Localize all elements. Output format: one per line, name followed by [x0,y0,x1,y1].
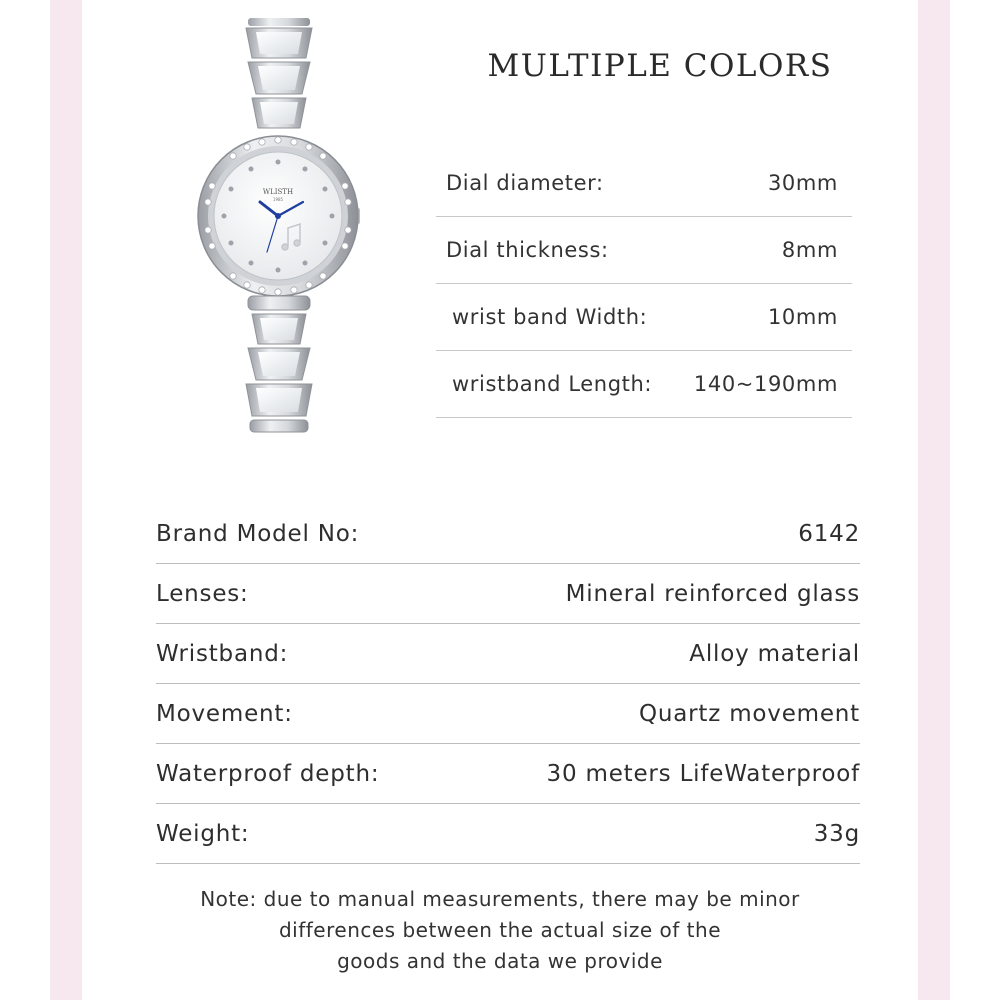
dimension-label: wrist band Width: [452,305,648,329]
spec-row [156,504,860,564]
dimension-row [436,351,852,418]
dimension-value: 30mm [767,171,838,195]
spec-value: Mineral reinforced glass [565,580,860,607]
right-decor-strip [918,0,950,1000]
spec-row [156,624,860,684]
spec-label: Wristband: [156,640,289,667]
measurement-note [170,884,830,977]
spec-value: 33g [813,820,860,847]
spec-table [156,504,860,864]
dimension-label: Dial thickness: [446,238,609,262]
spec-row [156,564,860,624]
page-title: MULTIPLE COLORS [487,48,833,84]
spec-label: Brand Model No: [156,520,360,547]
spec-value: Quartz movement [638,700,860,727]
spec-value: 6142 [798,520,860,547]
dimension-label: Dial diameter: [446,171,604,195]
spec-value: 30 meters LifeWaterproof [546,760,860,787]
left-decor-strip [50,0,82,1000]
spec-label: Waterproof depth: [156,760,380,787]
note-line: goods and the data we provide [337,949,663,973]
dial-brand: WLISTH [262,188,294,196]
dimension-value: 140~190mm [693,372,838,396]
spec-row [156,804,860,864]
dimension-row [436,150,852,217]
dimension-row [436,284,852,351]
note-line: differences between the actual size of the [278,918,722,942]
spec-row [156,744,860,804]
watch-image [196,16,362,436]
spec-value: Alloy material [689,640,860,667]
lower-bracelet [246,296,312,432]
spec-label: Movement: [156,700,293,727]
dimension-row [436,217,852,284]
dimension-table [436,150,852,418]
dial-year: 1985 [272,197,284,202]
spec-row [156,684,860,744]
upper-bracelet [246,18,312,128]
dimension-label: wristband Length: [452,372,653,396]
watch-case [198,136,360,296]
note-line: Note: due to manual measurements, there may be minor [200,887,800,911]
dimension-value: 8mm [781,238,838,262]
spec-label: Lenses: [156,580,249,607]
spec-label: Weight: [156,820,250,847]
dimension-value: 10mm [767,305,838,329]
